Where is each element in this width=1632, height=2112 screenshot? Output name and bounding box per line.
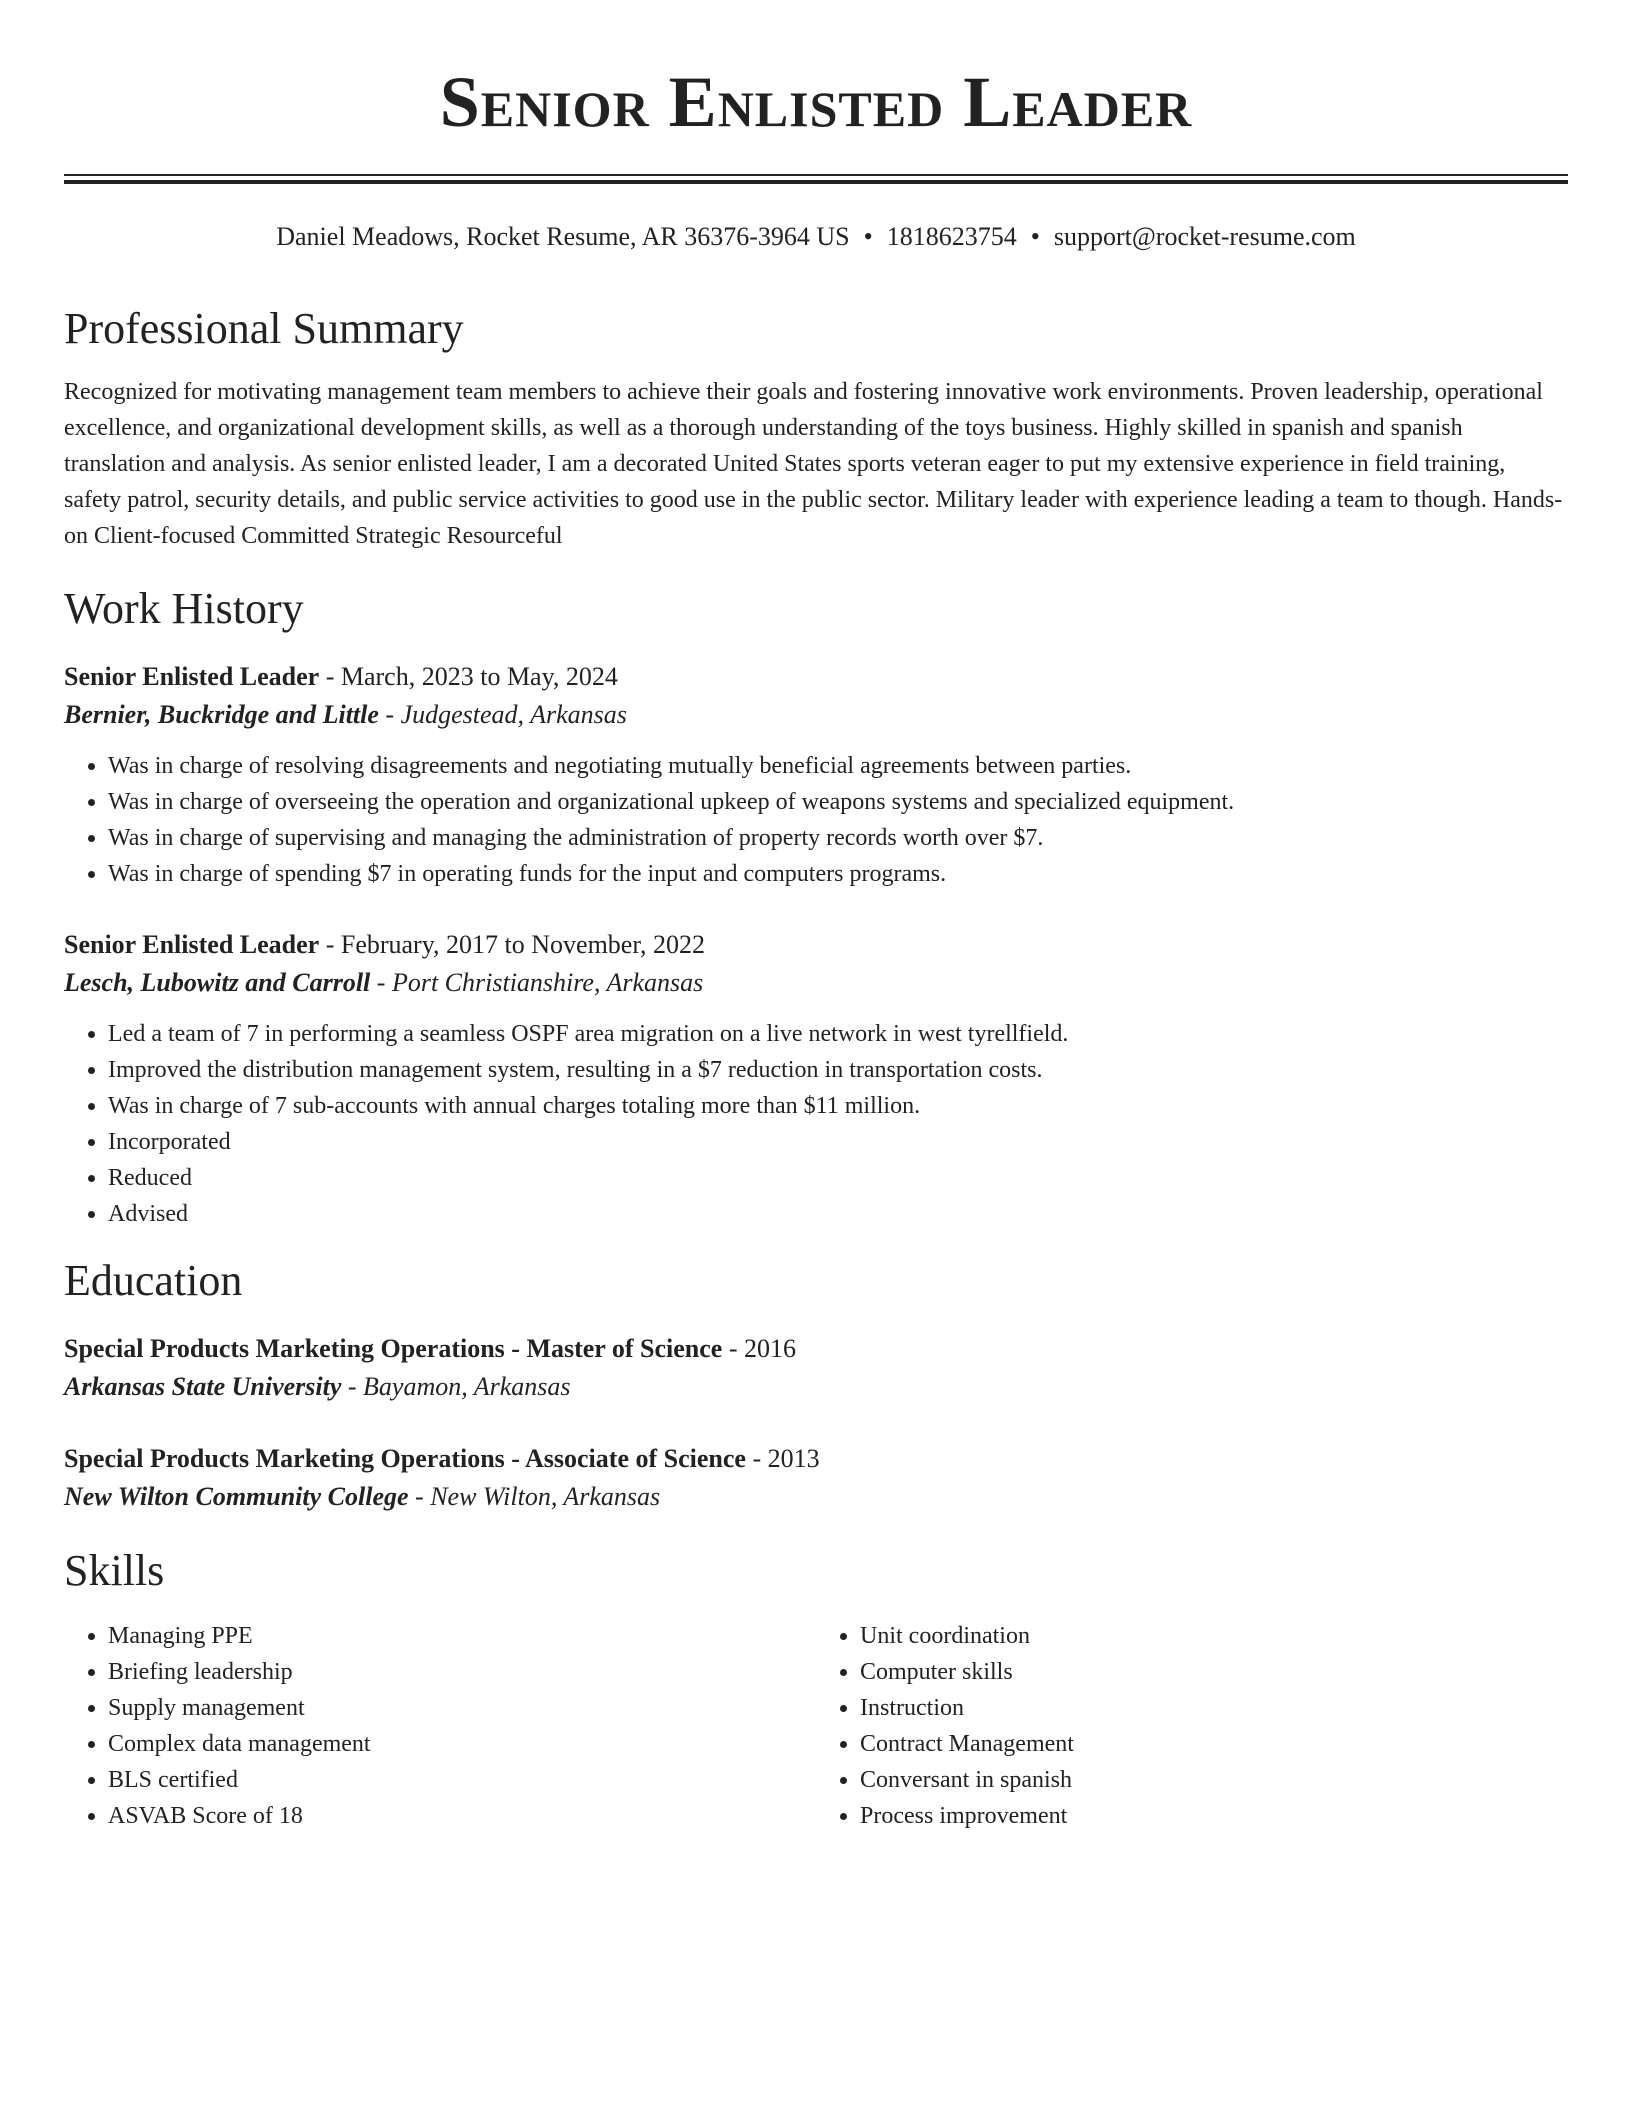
contact-separator: •: [1030, 222, 1040, 251]
section-heading-work: Work History: [64, 584, 304, 633]
section-heading-summary: Professional Summary: [64, 304, 464, 353]
skill-item: • Unit coordination: [860, 1618, 1568, 1654]
school-name: Arkansas State University: [64, 1372, 342, 1401]
skill-item: • Supply management: [108, 1690, 816, 1726]
skill-item: • Conversant in spanish: [860, 1762, 1568, 1798]
job-bullet: • Was in charge of 7 sub-accounts with annual charges totaling more than $11 million.: [108, 1088, 1568, 1124]
education-entry: [64, 1440, 1568, 1516]
job-org-line: [64, 696, 1568, 734]
contact-phone: 1818623754: [886, 222, 1017, 251]
degree-year: - 2016: [722, 1334, 796, 1363]
job-bullet: • Was in charge of resolving disagreements and negotiating mutually beneficial agreements between parties.: [108, 748, 1568, 784]
job-role: Senior Enlisted Leader: [64, 662, 320, 691]
contact-separator: •: [863, 222, 873, 251]
degree-year: - 2013: [745, 1444, 820, 1473]
job-dates: - March, 2023 to May, 2024: [319, 662, 618, 691]
skill-item: • Instruction: [860, 1690, 1568, 1726]
resume-title: Senior Enlisted Leader: [439, 62, 1193, 142]
job-org: Bernier, Buckridge and Little: [64, 700, 379, 729]
skill-item: • Process improvement: [860, 1798, 1568, 1834]
job-title-line: [64, 926, 1568, 964]
section-heading-skills: Skills: [64, 1546, 165, 1595]
job-bullets: [64, 1016, 1568, 1232]
skill-item: • Complex data management: [108, 1726, 816, 1762]
job-title-line: [64, 658, 1568, 696]
job-dates: - February, 2017 to November, 2022: [319, 930, 705, 959]
job-bullet: • Incorporated: [108, 1124, 1568, 1160]
job-bullet: • Was in charge of supervising and managing the administration of property records worth over $7.: [108, 820, 1568, 856]
job-bullet: • Was in charge of overseeing the operation and organizational upkeep of weapons systems and specialized equipment.: [108, 784, 1568, 820]
skill-item: • Managing PPE: [108, 1618, 816, 1654]
job-entry: [64, 658, 1568, 892]
skill-item: • BLS certified: [108, 1762, 816, 1798]
job-bullet: • Improved the distribution management system, resulting in a $7 reduction in transportation costs.: [108, 1052, 1568, 1088]
degree-name: Special Products Marketing Operations - Associate of Science: [64, 1444, 746, 1473]
skills-column-right: [816, 1618, 1568, 1834]
skills-list: [64, 1618, 1568, 1834]
summary-text: Recognized for motivating management team members to achieve their goals and fostering innovative work environments. Proven leadership, operational excellence, and organizational development skills, as well as a thorough understanding of the toys business. Highly skilled in spanish and spanish translation and analysis. As senior enlisted leader, I am a decorated United States sports veteran eager to put my extensive experience in field training, safety patrol, security details, and public service activities to good use in the public sector. Military leader with experience leading a team to though. Hands-on Client-focused Committed Strategic Resourceful: [64, 379, 1563, 549]
job-bullet: • Led a team of 7 in performing a seamless OSPF area migration on a live network in west tyrellfield.: [108, 1016, 1568, 1052]
skill-item: • Briefing leadership: [108, 1654, 816, 1690]
section-heading-education: Education: [64, 1256, 243, 1305]
contact-line: [64, 220, 1568, 254]
job-location: - Judgestead, Arkansas: [378, 700, 627, 729]
school-line: [64, 1478, 1568, 1516]
job-bullet: • Reduced: [108, 1160, 1568, 1196]
degree-name: Special Products Marketing Operations - Master of Science: [64, 1334, 723, 1363]
job-bullet: • Was in charge of spending $7 in operating funds for the input and computers programs.: [108, 856, 1568, 892]
skill-item: • Contract Management: [860, 1726, 1568, 1762]
job-role: Senior Enlisted Leader: [64, 930, 320, 959]
job-bullet: • Advised: [108, 1196, 1568, 1232]
job-org: Lesch, Lubowitz and Carroll: [64, 968, 371, 997]
title-double-rule: [64, 174, 1568, 184]
education-entry: [64, 1330, 1568, 1406]
degree-line: [64, 1440, 1568, 1478]
job-org-line: [64, 964, 1568, 1002]
job-entry: [64, 926, 1568, 1232]
skills-column-left: [64, 1618, 816, 1834]
school-location: - Bayamon, Arkansas: [341, 1372, 571, 1401]
school-location: - New Wilton, Arkansas: [408, 1482, 661, 1511]
degree-line: [64, 1330, 1568, 1368]
job-location: - Port Christianshire, Arkansas: [370, 968, 704, 997]
skill-item: • Computer skills: [860, 1654, 1568, 1690]
contact-email: support@rocket-resume.com: [1053, 222, 1356, 251]
job-bullets: [64, 748, 1568, 892]
school-name: New Wilton Community College: [64, 1482, 409, 1511]
contact-address: Daniel Meadows, Rocket Resume, AR 36376-3964 US: [276, 222, 850, 251]
skill-item: • ASVAB Score of 18: [108, 1798, 816, 1834]
school-line: [64, 1368, 1568, 1406]
